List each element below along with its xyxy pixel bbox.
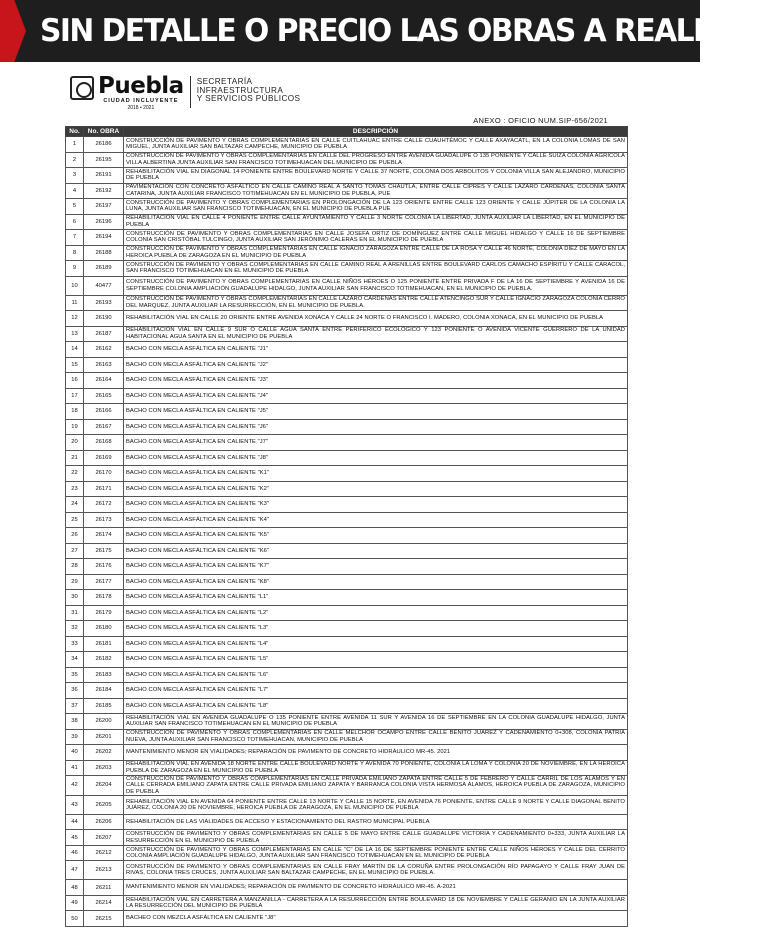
work-number: 26197 xyxy=(84,199,124,215)
work-description: BACHO CON MECLA ASFÁLTICA EN CALIENTE "L4" xyxy=(124,636,628,652)
logo-divider xyxy=(190,76,191,108)
table-row xyxy=(66,729,628,745)
logo-tagline: CIUDAD INCLUYENTE xyxy=(103,98,179,104)
work-description: CONSTRUCCIÓN DE PAVIMENTO Y OBRAS COMPLEMENTARIAS EN CALLE LÁZARO CÁRDENAS ENTRE CALLE ATENCINGO SUR Y CALLE IGNACIO ZARAGOZA COLONIA CERRO DEL MARQUEZ, JUNTA AUXILIAR LA RESURRECCIÓN, EN EL MUNICIPIO DE PUEBLA. xyxy=(124,295,628,311)
work-number: 26178 xyxy=(84,590,124,606)
work-number: 26213 xyxy=(84,861,124,880)
table-row xyxy=(66,776,628,796)
work-number: 26211 xyxy=(84,880,124,896)
row-number: 38 xyxy=(66,714,84,730)
work-description: CONSTRUCCIÓN DE PAVIMENTO Y OBRAS COMPLEMENTARIAS EN CALLE "C" DE LA 16 DE SEPTIEMBRE PONIENTE ENTRE CALLE NIÑOS HÉROES Y CALLE DEL CERRITO COLONIA AMPLIACIÓN GUADALUPE HIDALGO, JUNTA AUXILIAR SAN FRANCISCO TOTIMEHUACAN EN EL MUNICIPIO DE PUEBLA xyxy=(124,845,628,861)
row-number: 37 xyxy=(66,698,84,714)
table-row xyxy=(66,683,628,699)
table-row xyxy=(66,435,628,451)
row-number: 40 xyxy=(66,745,84,761)
row-number: 14 xyxy=(66,342,84,358)
row-number: 15 xyxy=(66,357,84,373)
work-description: BACHO CON MECLA ASFÁLTICA EN CALIENTE "K3" xyxy=(124,497,628,513)
table-row xyxy=(66,667,628,683)
work-description: REHABILITACIÓN VIAL EN AVENIDA 64 PONIENTE ENTRE CALLE 13 NORTE Y CALLE 15 NORTE, EN AVENIDA 76 PONIENTE, ENTRE CALLE 9 NORTE Y CALLE DIAGONAL BENITO JUÁREZ, COLONIA 20 DE NOVIEMBRE, HEROICA PUEBLA DE ZARAGOZA, EN EL MUNICIPIO DE PUEBLA xyxy=(124,795,628,814)
work-description: BACHO CON MECLA ASFÁLTICA EN CALIENTE "J1" xyxy=(124,342,628,358)
work-number: 26179 xyxy=(84,605,124,621)
work-description: CONSTRUCCIÓN DE PAVIMENTO Y OBRAS COMPLEMENTARIAS EN CALLE CAMINO REAL A ARENILLAS ENTRE BOULEVARD CARLOS CAMACHO ESPÍRITU Y CALLE CARACOL, SAN FRANCISCO TOTIMEHUACAN EN EL MUNICIPIO DE PUEBLA xyxy=(124,261,628,277)
row-number: 28 xyxy=(66,559,84,575)
row-number: 2 xyxy=(66,152,84,168)
table-row xyxy=(66,745,628,761)
table-row xyxy=(66,199,628,215)
work-description: REHABILITACIÓN VIAL EN CARRETERA A MANZANILLA - CARRETERA A LA RESURRECCIÓN ENTRE BOULEVARD 18 DE NOVIEMBRE Y CALLE GERANIO EN LA JUNTA AUXILIAR LA RESURRECCIÓN DEL MUNICIPIO DE PUEBLA xyxy=(124,895,628,911)
work-number: 40477 xyxy=(84,276,124,295)
table-row xyxy=(66,183,628,199)
work-description: MANTENIMIENTO MENOR EN VIALIDADES; REPARACIÓN DE PAVIMENTO DE CONCRETO HIDRÁULICO MR-45. A-2021 xyxy=(124,880,628,896)
table-row xyxy=(66,845,628,861)
department-name: SECRETARÍA INFRAESTRUCTURA Y SERVICIOS PÚBLICOS xyxy=(196,77,301,103)
work-number: 26163 xyxy=(84,357,124,373)
work-number: 26195 xyxy=(84,152,124,168)
row-number: 35 xyxy=(66,667,84,683)
work-number: 26162 xyxy=(84,342,124,358)
work-number: 26168 xyxy=(84,435,124,451)
work-description: REHABILITACIÓN VIAL EN DIAGONAL 14 PONIENTE ENTRE BOULEVARD NORTE Y CALLE 37 NORTE, COLONIA DOS ARBOLITOS Y COLONIA VILLA SAN ALEJANDRO, MUNICIPIO DE PUEBLA xyxy=(124,168,628,184)
table-row xyxy=(66,652,628,668)
table-row xyxy=(66,419,628,435)
row-number: 27 xyxy=(66,543,84,559)
header-descripcion: DESCRIPCIÓN xyxy=(124,127,628,137)
row-number: 9 xyxy=(66,261,84,277)
row-number: 36 xyxy=(66,683,84,699)
work-description: BACHO CON MECLA ASFÁLTICA EN CALIENTE "L7" xyxy=(124,683,628,699)
header-obra: No. OBRA xyxy=(84,127,124,137)
table-row xyxy=(66,814,628,830)
row-number: 33 xyxy=(66,636,84,652)
work-number: 26214 xyxy=(84,895,124,911)
puebla-seal-icon xyxy=(70,76,94,100)
work-number: 26175 xyxy=(84,543,124,559)
row-number: 25 xyxy=(66,512,84,528)
work-number: 26193 xyxy=(84,295,124,311)
table-row xyxy=(66,214,628,230)
work-number: 26176 xyxy=(84,559,124,575)
row-number: 1 xyxy=(66,137,84,153)
work-description: MANTENIMIENTO MENOR EN VIALIDADES; REPARACIÓN DE PAVIMENTO DE CONCRETO HIDRÁULICO MR-45. 2021 xyxy=(124,745,628,761)
row-number: 47 xyxy=(66,861,84,880)
row-number: 43 xyxy=(66,795,84,814)
work-number: 26196 xyxy=(84,214,124,230)
table-row xyxy=(66,636,628,652)
work-description: CONSTRUCCIÓN DE PAVIMENTO Y OBRAS COMPLEMENTARIAS EN CALLE CUITLAHUAC ENTRE CALLE CUAUHTÉMOC Y CALLE AXAYACATL, EN LA COLONIA LOMAS DE SAN MIGUEL, JUNTA AUXILIAR SAN BALTAZAR CAMPECHE, MUNICIPIO DE PUEBLA xyxy=(124,137,628,153)
work-number: 26189 xyxy=(84,261,124,277)
table-row xyxy=(66,388,628,404)
table-row xyxy=(66,466,628,482)
work-number: 26184 xyxy=(84,683,124,699)
red-chevron-icon xyxy=(0,0,26,62)
work-description: CONSTRUCCIÓN DE PAVIMENTO Y OBRAS COMPLEMENTARIAS EN PROLONGACIÓN DE LA 123 ORIENTE ENTRE CALLE 123 ORIENTE Y CALLE JÚPITER DE LA COLONIA LA LUNA, JUNTA AUXILIAR SAN FRANCISCO TOTIMEHUACAN, EN EL MUNICIPIO DE PUEBLA PUE xyxy=(124,199,628,215)
work-number: 26181 xyxy=(84,636,124,652)
work-description: CONSTRUCCIÓN DE PAVIMENTO Y OBRAS COMPLEMENTARIAS EN CALLE NIÑOS HÉROES O 125 PONIENTE ENTRE PRIVADA F DE LA 16 DE SEPTIEMBRE Y AVENIDA 16 DE SEPTIEMBRE COLONIA AMPLIACIÓN GUADALUPE HIDALGO, JUNTA AUXILIAR SAN FRANCISCO TOTIMEHUACAN, EN EL MUNICIPIO DE PUEBLA. xyxy=(124,276,628,295)
work-description: CONSTRUCCIÓN DE PAVIMENTO Y OBRAS COMPLEMENTARIAS EN CALLE PRIVADA EMILIANO ZAPATA ENTRE CALLE 5 DE FEBRERO Y CALLE CARRIL DE LOS ÁLAMOS Y EN CALLE CERRADA EMILIANO ZAPATA ENTRE CALLE PRIVADA EMILIANO ZAPATA Y BARRANCA COLONIA VISTA HERMOSA ÁLAMOS, HEROICA PUEBLA DE ZARAGOZA, MUNICIPIO DE PUEBLA xyxy=(124,776,628,796)
work-description: REHABILITACIÓN VIAL EN AVENIDA 18 NORTE ENTRE CALLE BOULEVARD NORTE Y AVENIDA 70 PONIENTE, COLONIA LA LOMA Y COLONIA 20 DE NOVIEMBRE, EN LA HEROICA PUEBLA DE ZARAGOZA EN EL MUNICIPIO DE PUEBLA xyxy=(124,760,628,776)
work-number: 26204 xyxy=(84,776,124,796)
table-row xyxy=(66,497,628,513)
table-row xyxy=(66,528,628,544)
work-number: 26188 xyxy=(84,245,124,261)
row-number: 19 xyxy=(66,419,84,435)
work-description: BACHO CON MECLA ASFÁLTICA EN CALIENTE "L3" xyxy=(124,621,628,637)
work-number: 26212 xyxy=(84,845,124,861)
table-row xyxy=(66,605,628,621)
work-number: 26165 xyxy=(84,388,124,404)
work-number: 26174 xyxy=(84,528,124,544)
table-row xyxy=(66,261,628,277)
work-number: 26183 xyxy=(84,667,124,683)
work-description: REHABILITACIÓN VIAL EN AVENIDA GUADALUPE O 135 PONIENTE ENTRE AVENIDA 11 SUR Y AVENIDA 16 DE SEPTIEMBRE EN LA COLONIA GUADALUPE HIDALGO, JUNTA AUXILIAR SAN FRANCISCO TOTIMEHUACAN EN EL MUNICIPIO DE PUEBLA xyxy=(124,714,628,730)
table-row xyxy=(66,481,628,497)
row-number: 46 xyxy=(66,845,84,861)
work-description: REHABILITACIÓN VIAL EN CALLE 20 ORIENTE ENTRE AVENIDA XONACA Y CALLE 24 NORTE O FRANCISCO I. MADERO, COLONIA XONACA, EN EL MUNICIPIO DE PUEBLA xyxy=(124,311,628,327)
table-row xyxy=(66,404,628,420)
work-number: 26201 xyxy=(84,729,124,745)
table-row xyxy=(66,911,628,927)
row-number: 49 xyxy=(66,895,84,911)
table-row xyxy=(66,230,628,246)
work-description: REHABILITACIÓN DE LAS VIALIDADES DE ACCESO Y ESTACIONAMIENTO DEL RASTRO MUNICIPAL PUEBLA xyxy=(124,814,628,830)
work-number: 26190 xyxy=(84,311,124,327)
row-number: 23 xyxy=(66,481,84,497)
work-description: CONSTRUCCIÓN DE PAVIMENTO Y OBRAS COMPLEMENTARIAS EN CALLE MELCHOR OCAMPO ENTRE CALLE BENITO JUÁREZ Y CADENAMIENTO 0+308, COLONIA PATRIA NUEVA, JUNTA AUXILIAR SAN FRANCISCO TOTIMEHUACAN, MUNICIPIO DE PUEBLA xyxy=(124,729,628,745)
work-description: BACHO CON MECLA ASFÁLTICA EN CALIENTE "K1" xyxy=(124,466,628,482)
table-row xyxy=(66,342,628,358)
work-description: BACHO CON MECLA ASFÁLTICA EN CALIENTE "K8" xyxy=(124,574,628,590)
table-row xyxy=(66,698,628,714)
work-description: BACHO CON MECLA ASFÁLTICA EN CALIENTE "J8" xyxy=(124,450,628,466)
work-description: BACHO CON MECLA ASFÁLTICA EN CALIENTE "K5" xyxy=(124,528,628,544)
work-description: BACHO CON MECLA ASFÁLTICA EN CALIENTE "L1" xyxy=(124,590,628,606)
row-number: 45 xyxy=(66,830,84,846)
work-number: 26169 xyxy=(84,450,124,466)
row-number: 20 xyxy=(66,435,84,451)
work-number: 26206 xyxy=(84,814,124,830)
work-number: 26194 xyxy=(84,230,124,246)
work-description: BACHO CON MECLA ASFÁLTICA EN CALIENTE "K4" xyxy=(124,512,628,528)
work-number: 26166 xyxy=(84,404,124,420)
work-description: BACHO CON MECLA ASFÁLTICA EN CALIENTE "J3" xyxy=(124,373,628,389)
table-row xyxy=(66,574,628,590)
work-number: 26185 xyxy=(84,698,124,714)
row-number: 7 xyxy=(66,230,84,246)
work-description: BACHO CON MECLA ASFÁLTICA EN CALIENTE "K6" xyxy=(124,543,628,559)
work-description: REHABILITACIÓN VIAL EN CALLE 9 SUR O CALLE AGUA SANTA ENTRE PERIFÉRICO ECOLÓGICO Y 123 PONIENTE O AVENIDA VICENTE GUERRERO DE LA UNIDAD HABITACIONAL AGUA SANTA EN EL MUNICIPIO DE PUEBLA xyxy=(124,326,628,342)
row-number: 39 xyxy=(66,729,84,745)
work-number: 26202 xyxy=(84,745,124,761)
table-row xyxy=(66,895,628,911)
row-number: 6 xyxy=(66,214,84,230)
annex-reference: ANEXO : OFICIO NUM.SIP-656/2021 xyxy=(473,116,608,125)
table-row xyxy=(66,168,628,184)
work-number: 26200 xyxy=(84,714,124,730)
row-number: 31 xyxy=(66,605,84,621)
logo-years: 2018 • 2021 xyxy=(127,105,155,111)
row-number: 21 xyxy=(66,450,84,466)
table-row xyxy=(66,590,628,606)
table-row xyxy=(66,795,628,814)
table-row xyxy=(66,245,628,261)
table-header-row xyxy=(66,127,628,137)
row-number: 44 xyxy=(66,814,84,830)
work-number: 26170 xyxy=(84,466,124,482)
table-row xyxy=(66,880,628,896)
row-number: 48 xyxy=(66,880,84,896)
row-number: 13 xyxy=(66,326,84,342)
row-number: 3 xyxy=(66,168,84,184)
work-number: 26182 xyxy=(84,652,124,668)
work-description: BACHO CON MECLA ASFÁLTICA EN CALIENTE "K7" xyxy=(124,559,628,575)
work-description: CONSTRUCCIÓN DE PAVIMENTO Y OBRAS COMPLEMENTARIAS EN CALLE DEL PROGRESO ENTRE AVENIDA GUADALUPE O 135 PONIENTE Y CALLE SUIZA COLONIA AGRÍCOLA VILLA ALBERTINA JUNTA AUXILIAR SAN FRANCISCO TOTIMEHUACAN DEL MUNICIPIO DE PUEBLA xyxy=(124,152,628,168)
row-number: 26 xyxy=(66,528,84,544)
work-number: 26172 xyxy=(84,497,124,513)
row-number: 22 xyxy=(66,466,84,482)
row-number: 8 xyxy=(66,245,84,261)
row-number: 41 xyxy=(66,760,84,776)
logo-word: Puebla xyxy=(98,73,184,99)
work-number: 26164 xyxy=(84,373,124,389)
headline-banner xyxy=(0,0,766,62)
work-number: 26191 xyxy=(84,168,124,184)
table-row xyxy=(66,830,628,846)
work-number: 26177 xyxy=(84,574,124,590)
table-row xyxy=(66,512,628,528)
work-number: 26187 xyxy=(84,326,124,342)
table-row xyxy=(66,295,628,311)
work-number: 26171 xyxy=(84,481,124,497)
row-number: 24 xyxy=(66,497,84,513)
work-description: REHABILITACIÓN VIAL EN CALLE 4 PONIENTE ENTRE CALLE AYUNTAMIENTO Y CALLE 3 NORTE COLONIA LA LIBERTAD, JUNTA AUXILIAR LA LIBERTAD, EN EL MUNICIPIO DE PUEBLA xyxy=(124,214,628,230)
work-description: BACHEO CON MEZCLA ASFÁLTICA EN CALIENTE "J8" xyxy=(124,911,628,927)
institution-logo xyxy=(70,74,300,114)
work-number: 26167 xyxy=(84,419,124,435)
work-description: BACHO CON MECLA ASFÁLTICA EN CALIENTE "K2" xyxy=(124,481,628,497)
work-number: 26173 xyxy=(84,512,124,528)
work-description: CONSTRUCCIÓN DE PAVIMENTO Y OBRAS COMPLEMENTARIAS EN CALLE IGNACIO ZARAGOZA ENTRE CALLE DE LA ROSA Y CALLE 46 NORTE, COLONIA DIEZ DE MAYO EN LA HEROICA PUEBLA DE ZARAGOZA EN EL MUNICIPIO DE PUEBLA xyxy=(124,245,628,261)
row-number: 50 xyxy=(66,911,84,927)
headline: SIN DETALLE O PRECIO LAS OBRAS A REALIZAR xyxy=(40,13,766,49)
table-row xyxy=(66,714,628,730)
work-number: 26180 xyxy=(84,621,124,637)
table-row xyxy=(66,450,628,466)
work-number: 26205 xyxy=(84,795,124,814)
work-description: BACHO CON MECLA ASFÁLTICA EN CALIENTE "L2" xyxy=(124,605,628,621)
work-description: BACHO CON MECLA ASFÁLTICA EN CALIENTE "L5" xyxy=(124,652,628,668)
row-number: 16 xyxy=(66,373,84,389)
row-number: 10 xyxy=(66,276,84,295)
row-number: 30 xyxy=(66,590,84,606)
work-description: BACHO CON MECLA ASFÁLTICA EN CALIENTE "J4" xyxy=(124,388,628,404)
table-row xyxy=(66,760,628,776)
work-number: 26186 xyxy=(84,137,124,153)
work-description: BACHO CON MECLA ASFÁLTICA EN CALIENTE "J6" xyxy=(124,419,628,435)
row-number: 42 xyxy=(66,776,84,796)
work-description: CONSTRUCCIÓN DE PAVIMENTO Y OBRAS COMPLEMENTARIAS EN CALLE JOSEFA ORTIZ DE DOMÍNGUEZ ENTRE CALLE MIGUEL HIDALGO Y CALLE 16 DE SEPTIEMBRE COLONIA SAN CRISTÓBAL TULCINGO, JUNTA AUXILIAR SAN JERÓNIMO CALERAS EN EL MUNICIPIO DE PUEBLA xyxy=(124,230,628,246)
table-row xyxy=(66,276,628,295)
work-description: BACHO CON MECLA ASFÁLTICA EN CALIENTE "J2" xyxy=(124,357,628,373)
row-number: 32 xyxy=(66,621,84,637)
works-table xyxy=(65,126,627,927)
header-no: No. xyxy=(66,127,84,137)
work-description: PAVIMENTACIÓN CON CONCRETO ASFÁLTICO EN CALLE CAMINO REAL A SANTO TOMÁS CHAUTLA, ENTRE CALLE CIPRÉS Y CALLE LÁZARO CÁRDENAS, COLONIA SANTA CATARINA, JUNTA AUXILIAR FRANCISCO TOTIMEHUACAN EN EL MUNICIPIO DE PUEBLA, PUE xyxy=(124,183,628,199)
table-row xyxy=(66,311,628,327)
row-number: 34 xyxy=(66,652,84,668)
work-description: BACHO CON MECLA ASFÁLTICA EN CALIENTE "J7" xyxy=(124,435,628,451)
work-description: BACHO CON MECLA ASFÁLTICA EN CALIENTE "L6" xyxy=(124,667,628,683)
row-number: 17 xyxy=(66,388,84,404)
row-number: 4 xyxy=(66,183,84,199)
work-number: 26215 xyxy=(84,911,124,927)
table-row xyxy=(66,326,628,342)
table-row xyxy=(66,152,628,168)
row-number: 5 xyxy=(66,199,84,215)
work-number: 26203 xyxy=(84,760,124,776)
table-row xyxy=(66,559,628,575)
table-row xyxy=(66,357,628,373)
work-number: 26192 xyxy=(84,183,124,199)
work-description: CONSTRUCCIÓN DE PAVIMENTO Y OBRAS COMPLEMENTARIAS EN CALLE 5 DE MAYO ENTRE CALLE GUADALUPE VICTORIA Y CADENAMIENTO 0+333, JUNTA AUXILIAR LA RESURRECCIÓN EN EL MUNICIPIO DE PUEBLA xyxy=(124,830,628,846)
table-row xyxy=(66,137,628,153)
row-number: 29 xyxy=(66,574,84,590)
table-row xyxy=(66,621,628,637)
row-number: 12 xyxy=(66,311,84,327)
row-number: 18 xyxy=(66,404,84,420)
table-row xyxy=(66,373,628,389)
row-number: 11 xyxy=(66,295,84,311)
table-row xyxy=(66,543,628,559)
work-description: CONSTRUCCIÓN DE PAVIMENTO Y OBRAS COMPLEMENTARIAS EN CALLE FRAY MARTÍN DE LA CORUÑA ENTRE PROLONGACIÓN RÍO PAPAGAYO Y CALLE FRAY JUAN DE RIVAS, COLONIA TRES CRUCES, JUNTA AUXILIAR SAN BALTAZAR CAMPECHE, EN EL MUNICIPIO DE PUEBLA. xyxy=(124,861,628,880)
work-number: 26207 xyxy=(84,830,124,846)
work-description: BACHO CON MECLA ASFÁLTICA EN CALIENTE "J5" xyxy=(124,404,628,420)
work-description: BACHO CON MECLA ASFÁLTICA EN CALIENTE "L8" xyxy=(124,698,628,714)
table-row xyxy=(66,861,628,880)
